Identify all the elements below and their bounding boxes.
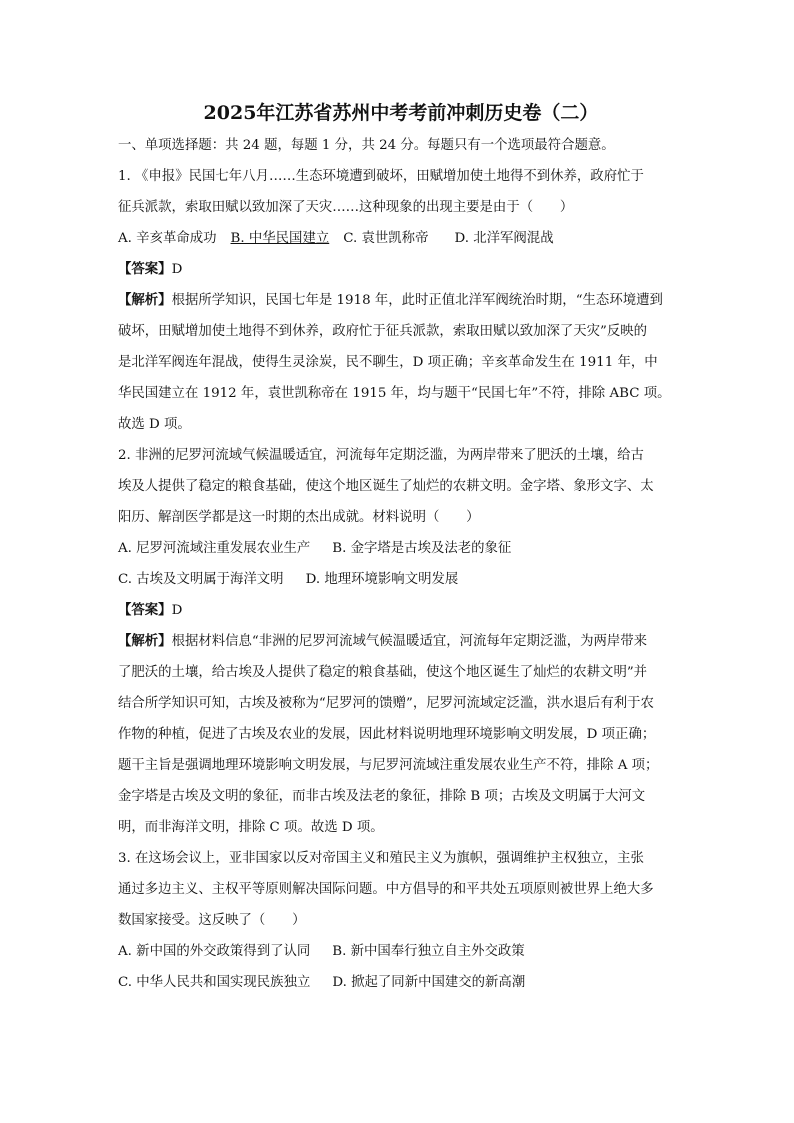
option-d: D. 掀起了同新中国建交的新高潮 (332, 975, 526, 990)
analysis-text: 题干主旨是强调地理环境影响文明发展，与尼罗河流域注重发展农业生产不符，排除 A 项； (118, 758, 659, 773)
analysis-text: 是北洋军阀连年混战，使得生灵涂炭，民不聊生，D 项正确；辛亥革命发生在 1911 年，中 (118, 355, 658, 370)
option-b: B. 新中国奉行独立自主外交政策 (332, 944, 525, 959)
question-stem-line: 阳历、解剖医学都是这一时期的杰出成就。材料说明（ ） (118, 510, 480, 525)
option-a: A. 新中国的外交政策得到了认同 (118, 944, 311, 959)
question-2 (118, 440, 684, 843)
options-row (118, 967, 684, 998)
analysis-text: 了肥沃的土壤，给古埃及人提供了稳定的粮食基础，使这个地区诞生了灿烂的农耕文明”并 (118, 665, 648, 680)
question-1 (118, 161, 684, 440)
question-stem-line: 3. 在这场会议上，亚非国家以反对帝国主义和殖民主义为旗帜，强调维护主权独立，主张 (118, 851, 644, 866)
analysis-text: 作物的种植，促进了古埃及农业的发展，因此材料说明地理环境影响文明发展，D 项正确； (118, 727, 656, 742)
question-stem-line: 通过多边主义、主权平等原则解决国际问题。中方倡导的和平共处五项原则被世界上绝大多 (118, 882, 654, 897)
analysis-label: 【解析】 (118, 292, 172, 308)
exam-page (118, 100, 684, 998)
option-b: B. 金字塔是古埃及法老的象征 (332, 541, 512, 556)
options-row (118, 564, 684, 595)
option-c: C. 中华人民共和国实现民族独立 (118, 975, 311, 990)
question-stem-line: 征兵派款，索取田赋以致加深了天灾……这种现象的出现主要是由于（ ） (118, 200, 574, 215)
analysis-text: 根据材料信息“非洲的尼罗河流域气候温暖适宜，河流每年定期泛滥，为两岸带来 (171, 634, 648, 649)
options-row (118, 533, 684, 564)
option-a: A. 辛亥革命成功 (118, 231, 217, 246)
option-c: C. 古埃及文明属于海洋文明 (118, 572, 284, 587)
question-stem-line: 1. 《申报》民国七年八月……生态环境遭到破坏，田赋增加使土地得不到休养，政府忙于 (118, 169, 644, 184)
option-c: C. 袁世凯称帝 (343, 231, 429, 246)
analysis-text: 华民国建立在 1912 年，袁世凯称帝在 1915 年，均与题干“民国七年”不符，排除 ABC 项。 (118, 386, 671, 401)
analysis-text: 破坏，田赋增加使土地得不到休养，政府忙于征兵派款，索取田赋以致加深了天灾”反映的 (118, 324, 648, 339)
answer-line (118, 595, 684, 626)
options-row (118, 936, 684, 967)
question-stem-line: 2. 非洲的尼罗河流域气候温暖适宜，河流每年定期泛滥，为两岸带来了肥沃的土壤，给古 (118, 448, 644, 463)
answer-label: 【答案】 (118, 261, 172, 277)
options-row (118, 223, 684, 254)
analysis-line (118, 285, 684, 316)
answer-label: 【答案】 (118, 602, 172, 618)
answer-line (118, 254, 684, 285)
analysis-text: 根据所学知识，民国七年是 1918 年，此时正值北洋军阀统治时期，“生态环境遭到 (171, 293, 663, 308)
analysis-text: 明，而非海洋文明，排除 C 项。故选 D 项。 (118, 820, 384, 835)
section-header: 一、单项选择题：共 24 题，每题 1 分，共 24 分。每题只有一个选项最符合题意。 (118, 138, 615, 153)
analysis-label: 【解析】 (118, 633, 172, 649)
page-title: 2025年江苏省苏州中考考前冲刺历史卷（二） (203, 102, 599, 124)
answer-value: D (171, 603, 183, 618)
option-b: B. 中华民国建立 (230, 231, 330, 246)
analysis-text: 金字塔是古埃及文明的象征，而非古埃及法老的象征，排除 B 项；古埃及文明属于大河文 (118, 789, 646, 804)
option-d: D. 地理环境影响文明发展 (305, 572, 459, 587)
question-3 (118, 843, 684, 998)
option-d: D. 北洋军阀混战 (454, 231, 554, 246)
analysis-text: 故选 D 项。 (118, 417, 191, 432)
question-stem-line: 数国家接受。这反映了（ ） (118, 913, 306, 928)
question-stem-line: 埃及人提供了稳定的粮食基础，使这个地区诞生了灿烂的农耕文明。金字塔、象形文字、太 (118, 479, 654, 494)
analysis-line (118, 626, 684, 657)
analysis-text: 结合所学知识可知，古埃及被称为“尼罗河的馈赠”，尼罗河流域定泛滥，洪水退后有利于农 (118, 696, 654, 711)
option-a: A. 尼罗河流域注重发展农业生产 (118, 541, 311, 556)
answer-value: D (171, 262, 183, 277)
